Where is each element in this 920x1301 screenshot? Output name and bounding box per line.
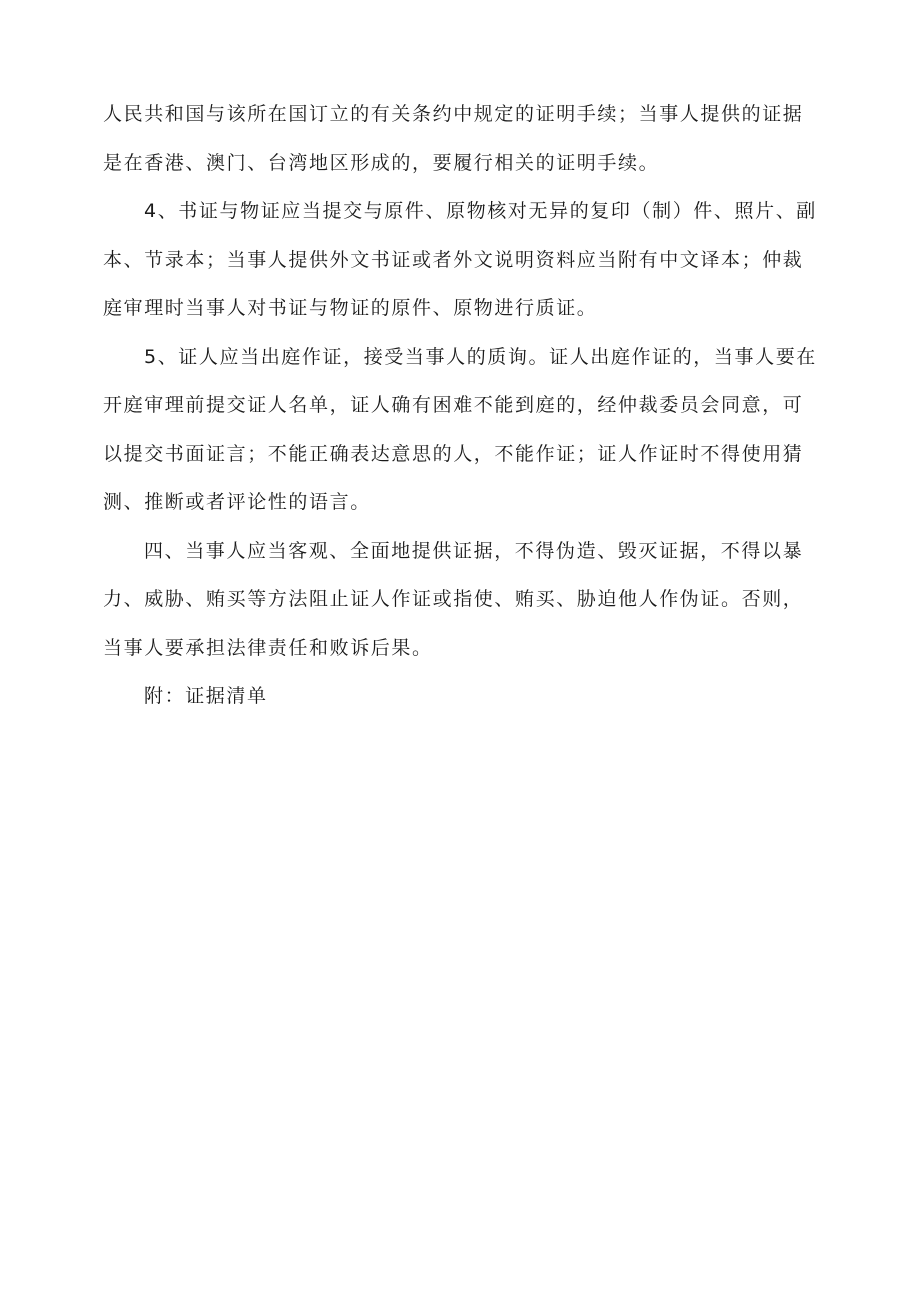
paragraph-item-5-witness-testimony: 5、证人应当出庭作证，接受当事人的质询。证人出庭作证的，当事人要在开庭审理前提交证人名单，证人确有困难不能到庭的，经仲裁委员会同意，可以提交书面证言；不能正确表达意思的人，不能作证；证人作证时不得使用猜测、推断或者评论性的语言。 bbox=[103, 345, 817, 513]
document-body bbox=[103, 90, 818, 721]
paragraph-certification-procedures: 人民共和国与该所在国订立的有关条约中规定的证明手续；当事人提供的证据是在香港、澳门、台湾地区形成的，要履行相关的证明手续。 bbox=[103, 103, 804, 174]
paragraph-section-4-obligations: 四、当事人应当客观、全面地提供证据，不得伪造、毁灭证据，不得以暴力、威胁、贿买等方法阻止证人作证或指使、贿买、胁迫他人作伪证。否则，当事人要承担法律责任和败诉后果。 bbox=[103, 539, 804, 659]
paragraph-attachment-evidence-list: 附：证据清单 bbox=[144, 685, 268, 707]
paragraph-item-4-documentary-evidence: 4、书证与物证应当提交与原件、原物核对无异的复印（制）件、照片、副本、节录本；当事人提供外文书证或者外文说明资料应当附有中文译本；仲裁庭审理时当事人对书证与物证的原件、原物进行质证。 bbox=[103, 200, 817, 319]
